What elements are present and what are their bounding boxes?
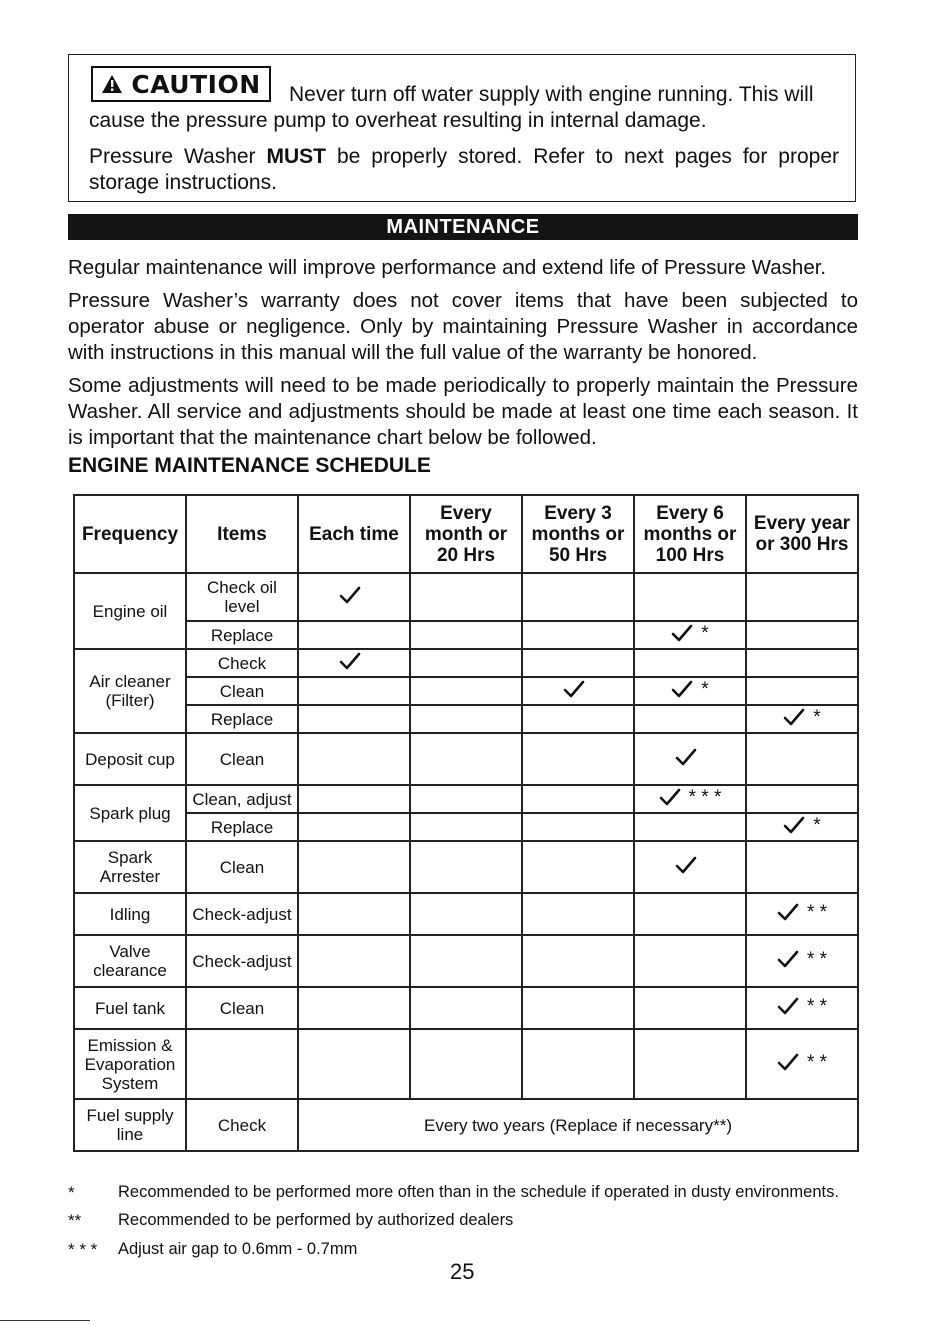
schedule-cell-m6 xyxy=(634,841,746,893)
frequency-cell: Spark Arrester xyxy=(74,841,186,893)
schedule-cell-m3 xyxy=(522,621,634,649)
footnote-ref: * * xyxy=(806,1051,828,1073)
checkmark-icon xyxy=(675,856,697,874)
schedule-cell-m1 xyxy=(410,677,522,705)
check-mark xyxy=(777,1053,827,1072)
check-mark xyxy=(675,856,705,874)
frequency-cell: Valve clearance xyxy=(74,935,186,987)
footnote-mark: * * * xyxy=(68,1240,98,1259)
schedule-cell-m6 xyxy=(634,573,746,621)
check-mark xyxy=(671,624,708,643)
schedule-cell-year xyxy=(746,935,858,987)
intro-paragraph-2: Pressure Washer’s warranty does not cover items that have been subjected to operator abuse or negligence. Only by maintaining Pressure Washer in accordance with instructions in this manual will the full value of the warranty be honored. xyxy=(68,289,858,364)
schedule-cell-year xyxy=(746,841,858,893)
schedule-cell-m1 xyxy=(410,935,522,987)
item-cell: Check xyxy=(186,649,298,677)
checkmark-icon xyxy=(563,680,585,698)
schedule-cell-m1 xyxy=(410,813,522,841)
schedule-cell-m1 xyxy=(410,649,522,677)
schedule-cell-year xyxy=(746,621,858,649)
check-mark xyxy=(339,652,369,670)
footnote-text: Recommended to be performed by authorized dealers xyxy=(118,1211,514,1229)
header-items: Items xyxy=(186,495,298,573)
schedule-cell-each xyxy=(298,573,410,621)
check-mark xyxy=(675,748,705,766)
check-mark xyxy=(783,708,820,727)
item-cell: Check-adjust xyxy=(186,935,298,987)
schedule-cell-year xyxy=(746,649,858,677)
check-mark xyxy=(659,788,722,807)
footnote-mark: ** xyxy=(68,1211,82,1230)
footnote xyxy=(68,1182,848,1203)
schedule-cell-year xyxy=(746,893,858,935)
schedule-cell-m3 xyxy=(522,677,634,705)
footnote-ref: * * * xyxy=(688,786,722,808)
section-title: MAINTENANCE xyxy=(68,214,858,240)
frequency-cell: Emission & Evaporation System xyxy=(74,1029,186,1099)
schedule-cell-m3 xyxy=(522,841,634,893)
checkmark-icon xyxy=(671,624,693,642)
frequency-cell: Fuel supply line xyxy=(74,1099,186,1151)
table-row xyxy=(74,813,858,841)
span-note-cell: Every two years (Replace if necessary**) xyxy=(298,1099,858,1151)
schedule-cell-m1 xyxy=(410,705,522,733)
frequency-cell: Deposit cup xyxy=(74,733,186,785)
schedule-cell-each xyxy=(298,733,410,785)
schedule-cell-m3 xyxy=(522,987,634,1029)
schedule-cell-year xyxy=(746,705,858,733)
schedule-cell-m3 xyxy=(522,813,634,841)
schedule-cell-m6 xyxy=(634,677,746,705)
item-cell: Replace xyxy=(186,705,298,733)
caution-label: CAUTION xyxy=(131,69,261,99)
schedule-cell-year xyxy=(746,677,858,705)
table-header-row xyxy=(74,495,858,573)
item-cell: Clean xyxy=(186,677,298,705)
footnotes xyxy=(68,1182,848,1260)
table-row xyxy=(74,705,858,733)
schedule-cell-m1 xyxy=(410,1029,522,1099)
item-cell: Replace xyxy=(186,621,298,649)
schedule-cell-m6 xyxy=(634,1029,746,1099)
schedule-cell-each xyxy=(298,621,410,649)
checkmark-icon xyxy=(659,788,681,806)
table-row xyxy=(74,1029,858,1099)
schedule-cell-m6 xyxy=(634,935,746,987)
table-row xyxy=(74,893,858,935)
schedule-cell-m6 xyxy=(634,785,746,813)
check-mark xyxy=(671,680,708,699)
footnote-ref: * xyxy=(701,622,709,644)
header-every-3-months: Every 3 months or 50 Hrs xyxy=(522,495,634,573)
item-cell: Check-adjust xyxy=(186,893,298,935)
checkmark-icon xyxy=(675,748,697,766)
caution-badge xyxy=(91,66,271,102)
check-mark xyxy=(777,903,827,922)
footnote-ref: * * xyxy=(806,901,828,923)
schedule-cell-each xyxy=(298,649,410,677)
item-cell: Check xyxy=(186,1099,298,1151)
schedule-cell-year xyxy=(746,1029,858,1099)
schedule-cell-each xyxy=(298,893,410,935)
footnote-ref: * xyxy=(813,814,821,836)
schedule-cell-m3 xyxy=(522,705,634,733)
frequency-cell: Fuel tank xyxy=(74,987,186,1029)
header-every-year: Every year or 300 Hrs xyxy=(746,495,858,573)
schedule-cell-each xyxy=(298,987,410,1029)
checkmark-icon xyxy=(671,680,693,698)
item-cell: Clean xyxy=(186,841,298,893)
footnote-ref: * xyxy=(701,678,709,700)
checkmark-icon xyxy=(339,586,361,604)
schedule-cell-year xyxy=(746,733,858,785)
table-row xyxy=(74,935,858,987)
table-row xyxy=(74,677,858,705)
schedule-cell-each xyxy=(298,1029,410,1099)
table-row xyxy=(74,785,858,813)
table-row xyxy=(74,649,858,677)
schedule-cell-m6 xyxy=(634,705,746,733)
schedule-cell-each xyxy=(298,705,410,733)
schedule-cell-m3 xyxy=(522,573,634,621)
schedule-cell-m6 xyxy=(634,649,746,677)
header-every-6-months: Every 6 months or 100 Hrs xyxy=(634,495,746,573)
frequency-cell: Air cleaner (Filter) xyxy=(74,649,186,733)
schedule-cell-each xyxy=(298,935,410,987)
item-cell xyxy=(186,1029,298,1099)
schedule-cell-m1 xyxy=(410,785,522,813)
caution-text-line2: cause the pressure pump to overheat resulting in internal damage. xyxy=(89,109,707,132)
bottom-rule xyxy=(0,1320,90,1321)
checkmark-icon xyxy=(783,816,805,834)
schedule-cell-m6 xyxy=(634,733,746,785)
caution-must: MUST xyxy=(266,145,327,168)
footnote-ref: * * xyxy=(806,948,828,970)
checkmark-icon xyxy=(777,1053,799,1071)
schedule-cell-m1 xyxy=(410,733,522,785)
schedule-cell-m1 xyxy=(410,841,522,893)
frequency-cell: Idling xyxy=(74,893,186,935)
checkmark-icon xyxy=(777,950,799,968)
frequency-cell: Engine oil xyxy=(74,573,186,649)
footnote xyxy=(68,1210,848,1231)
schedule-cell-each xyxy=(298,813,410,841)
header-every-month: Every month or 20 Hrs xyxy=(410,495,522,573)
intro-paragraph-1: Regular maintenance will improve performance and extend life of Pressure Washer. xyxy=(68,256,827,279)
caution-text-line1: Never turn off water supply with engine running. This will xyxy=(289,83,814,106)
checkmark-icon xyxy=(339,652,361,670)
schedule-cell-m1 xyxy=(410,893,522,935)
table-row xyxy=(74,987,858,1029)
schedule-cell-m3 xyxy=(522,893,634,935)
page-number: 25 xyxy=(450,1259,475,1284)
item-cell: Clean xyxy=(186,987,298,1029)
schedule-cell-m1 xyxy=(410,573,522,621)
table-row xyxy=(74,621,858,649)
item-cell: Clean xyxy=(186,733,298,785)
warning-triangle-icon xyxy=(101,74,123,94)
schedule-cell-m3 xyxy=(522,935,634,987)
check-mark xyxy=(777,997,827,1016)
footnote-text: Adjust air gap to 0.6mm - 0.7mm xyxy=(118,1240,358,1258)
footnote-text: Recommended to be performed more often than in the schedule if operated in dusty environments. xyxy=(118,1183,839,1201)
item-cell: Check oil level xyxy=(186,573,298,621)
schedule-cell-m6 xyxy=(634,893,746,935)
checkmark-icon xyxy=(777,903,799,921)
schedule-cell-m1 xyxy=(410,621,522,649)
caution-storage-note: Pressure Washer MUST be properly stored. Refer to next pages for proper storage instructions. xyxy=(89,145,839,194)
schedule-cell-m6 xyxy=(634,987,746,1029)
maintenance-schedule-table xyxy=(73,494,859,1152)
schedule-cell-each xyxy=(298,677,410,705)
schedule-cell-m3 xyxy=(522,1029,634,1099)
schedule-cell-each xyxy=(298,841,410,893)
schedule-cell-m6 xyxy=(634,621,746,649)
schedule-cell-m3 xyxy=(522,649,634,677)
intro-paragraph-3: Some adjustments will need to be made periodically to properly maintain the Pressure Washer. All service and adjustments should be made at least one time each season. It is important that the maintenance chart below be followed. xyxy=(68,374,858,449)
checkmark-icon xyxy=(777,997,799,1015)
schedule-cell-each xyxy=(298,785,410,813)
schedule-cell-m3 xyxy=(522,785,634,813)
schedule-cell-year xyxy=(746,785,858,813)
item-cell: Replace xyxy=(186,813,298,841)
header-each-time: Each time xyxy=(298,495,410,573)
header-frequency: Frequency xyxy=(74,495,186,573)
footnote-ref: * * xyxy=(806,995,828,1017)
frequency-cell: Spark plug xyxy=(74,785,186,841)
check-mark xyxy=(777,950,827,969)
check-mark xyxy=(783,816,820,835)
table-row xyxy=(74,1099,858,1151)
footnote-mark: * xyxy=(68,1183,75,1202)
schedule-cell-year xyxy=(746,573,858,621)
check-mark xyxy=(563,680,593,698)
schedule-cell-m6 xyxy=(634,813,746,841)
schedule-title: ENGINE MAINTENANCE SCHEDULE xyxy=(68,454,431,477)
checkmark-icon xyxy=(783,708,805,726)
table-body xyxy=(74,573,858,1151)
caution-box xyxy=(68,54,856,202)
schedule-cell-year xyxy=(746,813,858,841)
schedule-cell-m1 xyxy=(410,987,522,1029)
table-row xyxy=(74,573,858,621)
footnote-ref: * xyxy=(813,706,821,728)
table-row xyxy=(74,841,858,893)
table-row xyxy=(74,733,858,785)
footnote xyxy=(68,1239,848,1260)
item-cell: Clean, adjust xyxy=(186,785,298,813)
schedule-cell-m3 xyxy=(522,733,634,785)
schedule-cell-year xyxy=(746,987,858,1029)
check-mark xyxy=(339,586,369,604)
